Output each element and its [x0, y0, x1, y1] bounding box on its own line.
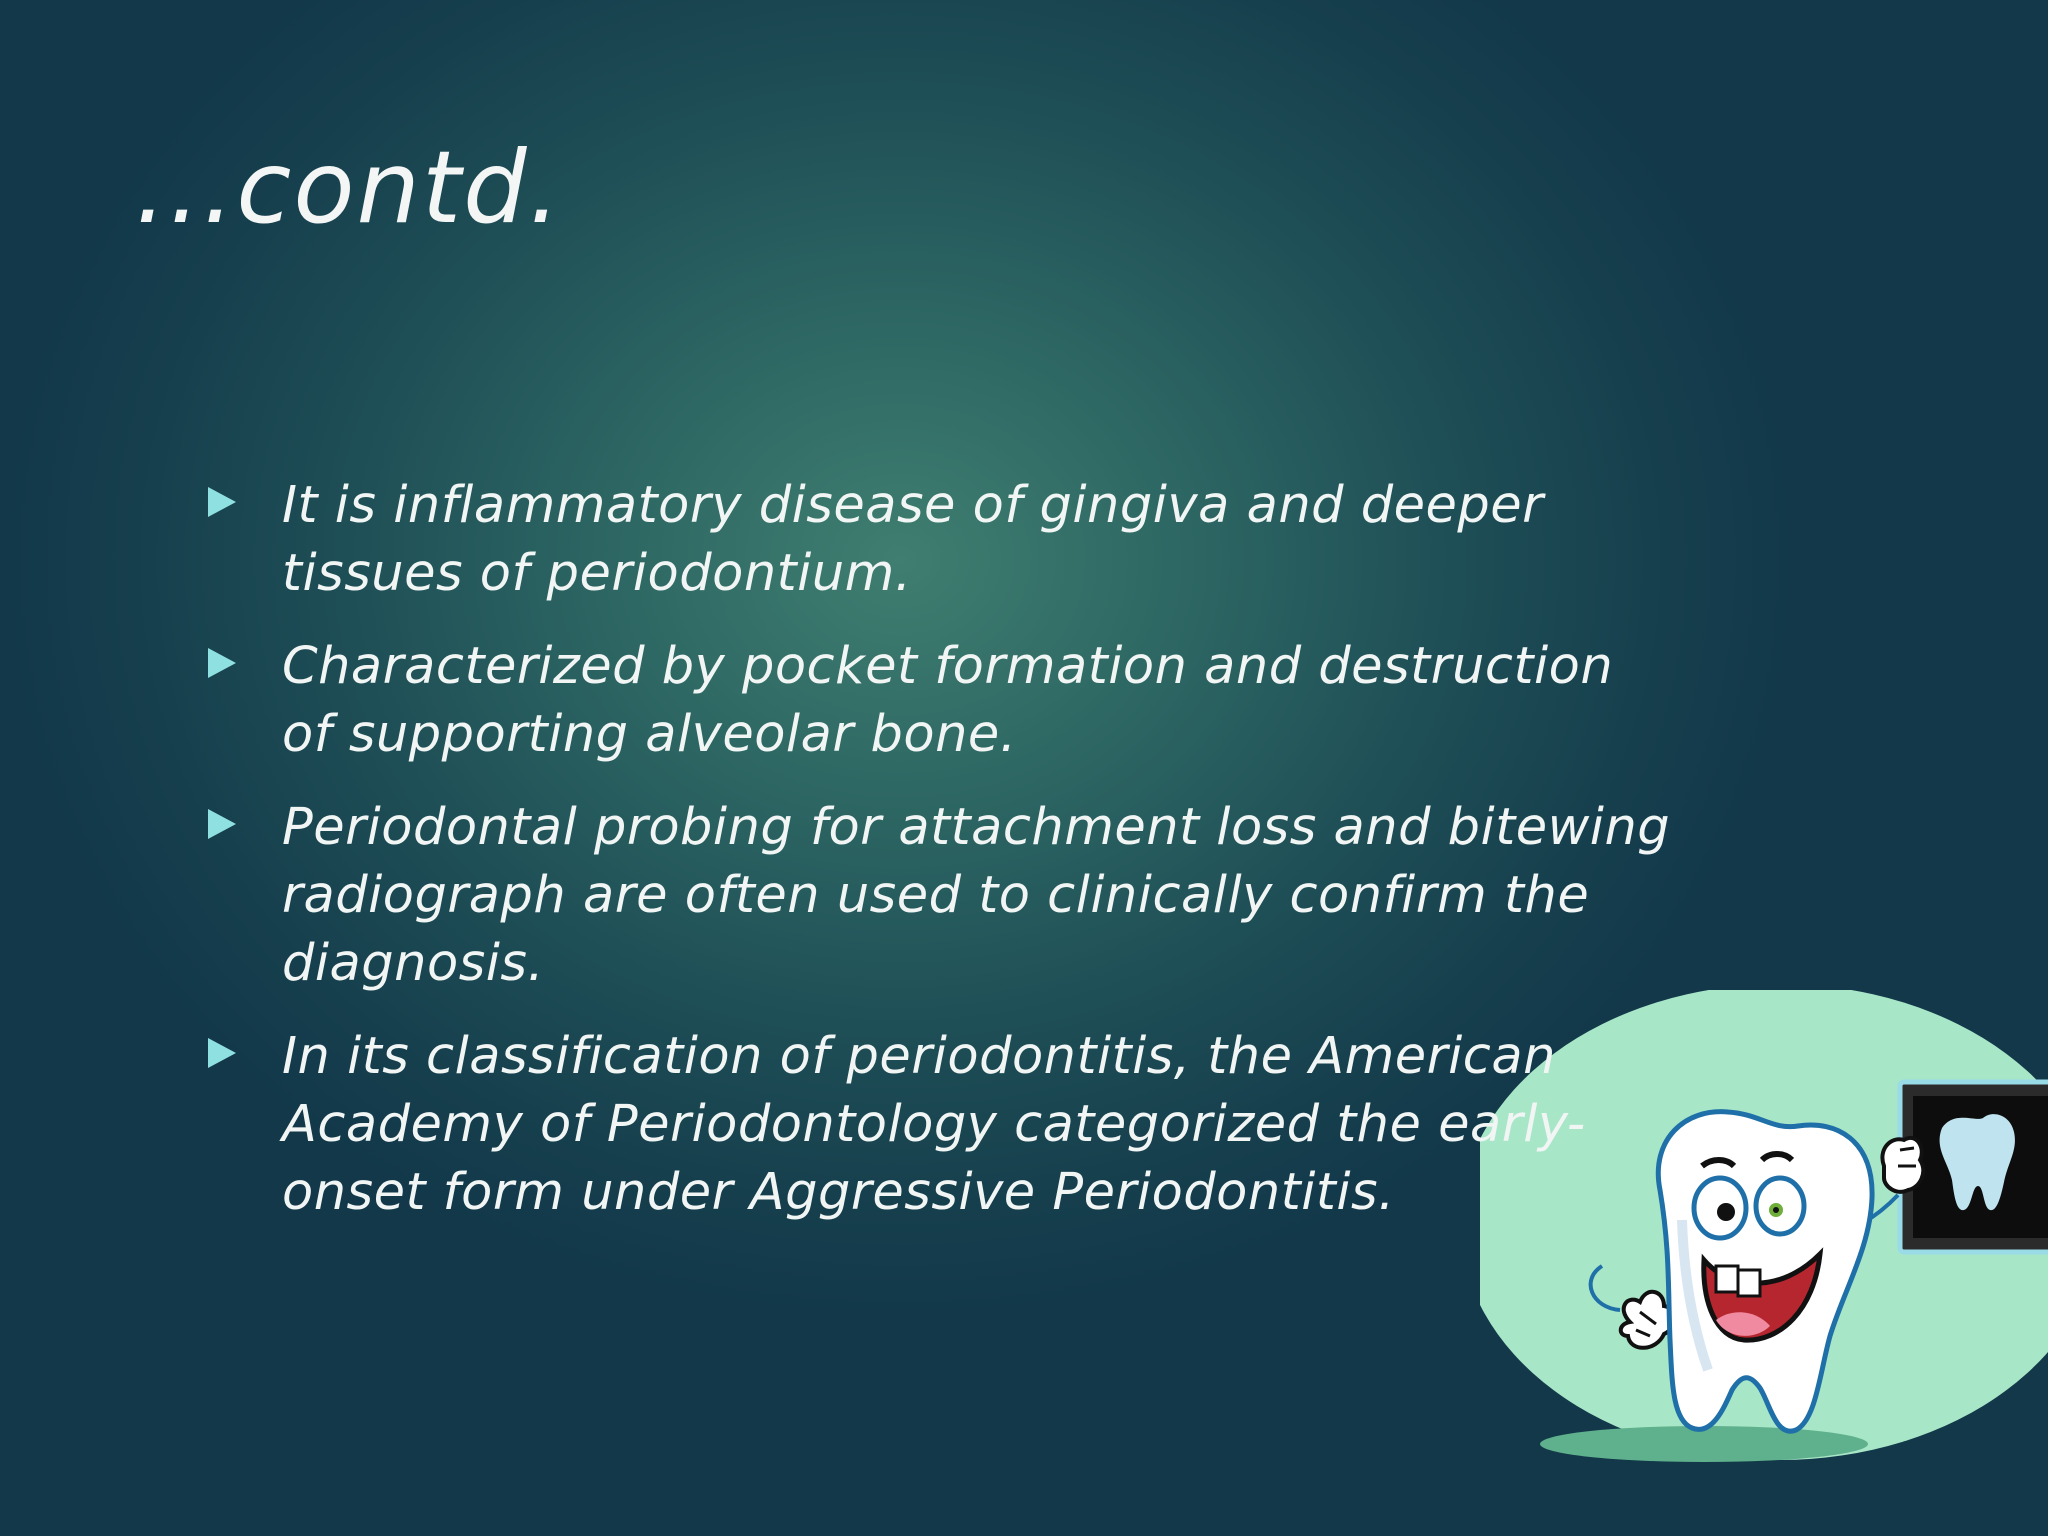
bullet-text: Characterized by pocket formation and destruction of supporting alveolar bone.	[282, 637, 1614, 764]
bullet-text: It is inflammatory disease of gingiva and deeper tissues of periodontium.	[282, 476, 1544, 603]
bullet-text: Periodontal probing for attachment loss and bitewing radiograph are often used to clinically confirm the diagnosis.	[282, 798, 1671, 993]
bullet-item	[208, 472, 1678, 608]
bullet-list	[208, 472, 1678, 1252]
right-hand-icon	[1882, 1138, 1923, 1192]
slide-title: ...contd.	[135, 129, 563, 246]
triangle-bullet-icon	[208, 648, 236, 678]
ground-shadow	[1540, 1426, 1868, 1462]
bullet-item	[208, 794, 1678, 998]
bullet-text: In its classification of periodontitis, the American Academy of Periodontology categorized the early-onset form under Aggressive Periodontitis.	[282, 1027, 1586, 1222]
triangle-bullet-icon	[208, 487, 236, 517]
bullet-item	[208, 633, 1678, 769]
bullet-item	[208, 1023, 1678, 1227]
triangle-bullet-icon	[208, 1038, 236, 1068]
triangle-bullet-icon	[208, 809, 236, 839]
